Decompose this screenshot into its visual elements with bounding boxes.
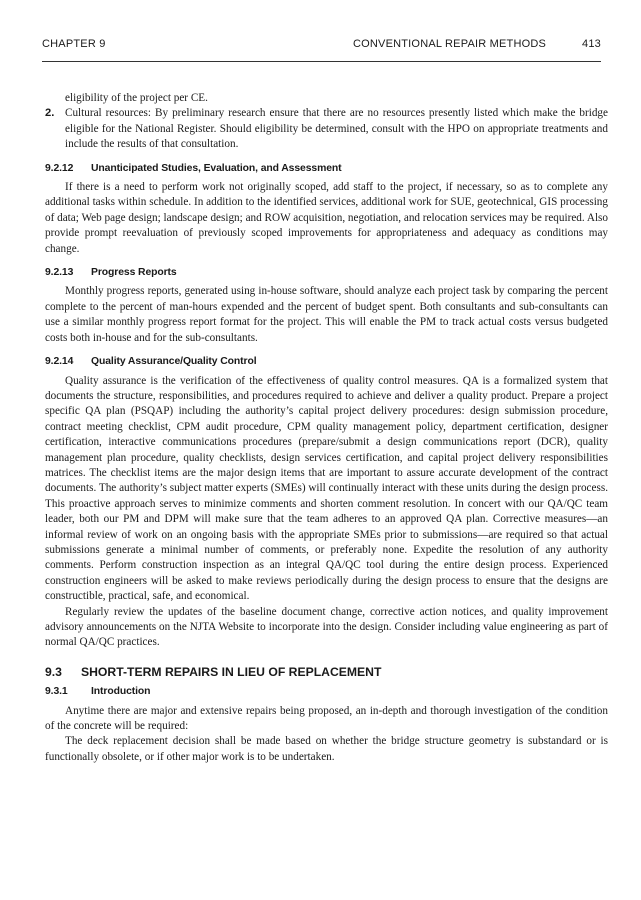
item-text: Cultural resources: By preliminary research ensure that there are no resources presently listed which make the bridge eligible for the National Register. Should eligibility be determined, consult with the HPO on appropriate treatments and include the results of that consultation. xyxy=(65,107,608,151)
paragraph: The deck replacement decision shall be made based on whether the bridge structure geometry is substandard or is functionally obsolete, or if other major work is to be undertaken. xyxy=(45,735,608,763)
section-title: SHORT-TERM REPAIRS IN LIEU OF REPLACEMENT xyxy=(81,664,382,679)
chapter-label: CHAPTER 9 xyxy=(42,38,106,50)
section-number: 9.2.12 xyxy=(45,162,74,174)
page-number: 413 xyxy=(582,38,601,50)
header-rule xyxy=(42,61,601,62)
section-title: Introduction xyxy=(91,686,151,698)
section-number: 9.2.13 xyxy=(45,267,74,279)
page-header xyxy=(42,38,601,58)
item-number: 2. xyxy=(45,107,55,120)
paragraph: Monthly progress reports, generated using in-house software, should analyze each project task by comparing the percent complete to the percent of man-hours expended and the percent of budget spent. Both consultants and sub-consultants can use a similar monthly progress report format for the project. This will enable the PM to track actual costs versus budgeted costs both in-house and for the sub-consultants. xyxy=(45,285,608,344)
section-title: Quality Assurance/Quality Control xyxy=(91,356,257,368)
section-heading-9-3-1 xyxy=(45,684,608,699)
section-number: 9.3 xyxy=(45,664,62,679)
running-title: CONVENTIONAL REPAIR METHODS xyxy=(353,38,547,50)
paragraph: If there is a need to perform work not originally scoped, add staff to the project, if necessary, so as to complete any additional tasks within schedule. In addition to the identified services, additional work for SUE, geotechnical, GIS processing of data; Web page design; landscape design; and ROW acquisition, negotiation, and relocation services may be required. Also provide prompt reevaluation of previously scoped improvements for appropriateness and adequacy as conditions may change. xyxy=(45,181,608,255)
section-heading-9-2-12 xyxy=(45,161,608,176)
section-heading-9-3 xyxy=(45,665,608,680)
section-number: 9.3.1 xyxy=(45,686,68,698)
page-body xyxy=(45,91,608,765)
paragraph-continued: eligibility of the project per CE. xyxy=(65,92,208,104)
paragraph: Quality assurance is the verification of the effectiveness of quality control measures. QA is a formalized system that documents the structure, responsibilities, and procedures required to achieve and deliver a quality product. Prepare a project specific QA plan (PSQAP) including the authority’s capital project delivery procedures: design submission procedure, contract meeting checklist, CPM audit procedure, CPM quality management policy, department certification, designer certification, interactive communications procedures (prepare/submit a design communications report (DCR), quality management plan procedure, quality checklists, design services certification, and capital project delivery responsibilities matrices. The checklist items are the major design items that are important to assure accurate development of the contract documents. The authority’s subject matter experts (SMEs) will continually interact with these units during the design process. This proactive approach serves to minimize comments and shorten comment resolution. In concert with our QA/QC team leader, both our PM and DPM will make sure that the team adheres to an approved QA plan. Corrective measures—an informal review of work on an ongoing basis with the appropriate SMEs prior to submissions—are required so that actual submissions generate a minimal number of comments, or preferably none. Expedite the resolution of any authority comments. Perform construction inspection as an integral QA/QC tool during the entire design process. Experienced construction engineers will be asked to make reviews periodically during the design process to ensure that the designs are constructible, practical, safe, and economical. xyxy=(45,374,608,603)
paragraph: Regularly review the updates of the baseline document change, corrective action notices, and quality improvement advisory announcements on the NJTA Website to incorporate into the design. Consider including value engineering as part of normal QA/QC practices. xyxy=(45,605,608,649)
section-number: 9.2.14 xyxy=(45,356,74,368)
paragraph: Anytime there are major and extensive repairs being proposed, an in-depth and thorough investigation of the condition of the concrete will be required: xyxy=(45,704,608,733)
numbered-item-2 xyxy=(45,106,608,152)
section-title: Unanticipated Studies, Evaluation, and Assessment xyxy=(91,162,342,174)
section-title: Progress Reports xyxy=(91,267,177,279)
section-heading-9-2-13 xyxy=(45,265,608,280)
section-heading-9-2-14 xyxy=(45,354,608,369)
